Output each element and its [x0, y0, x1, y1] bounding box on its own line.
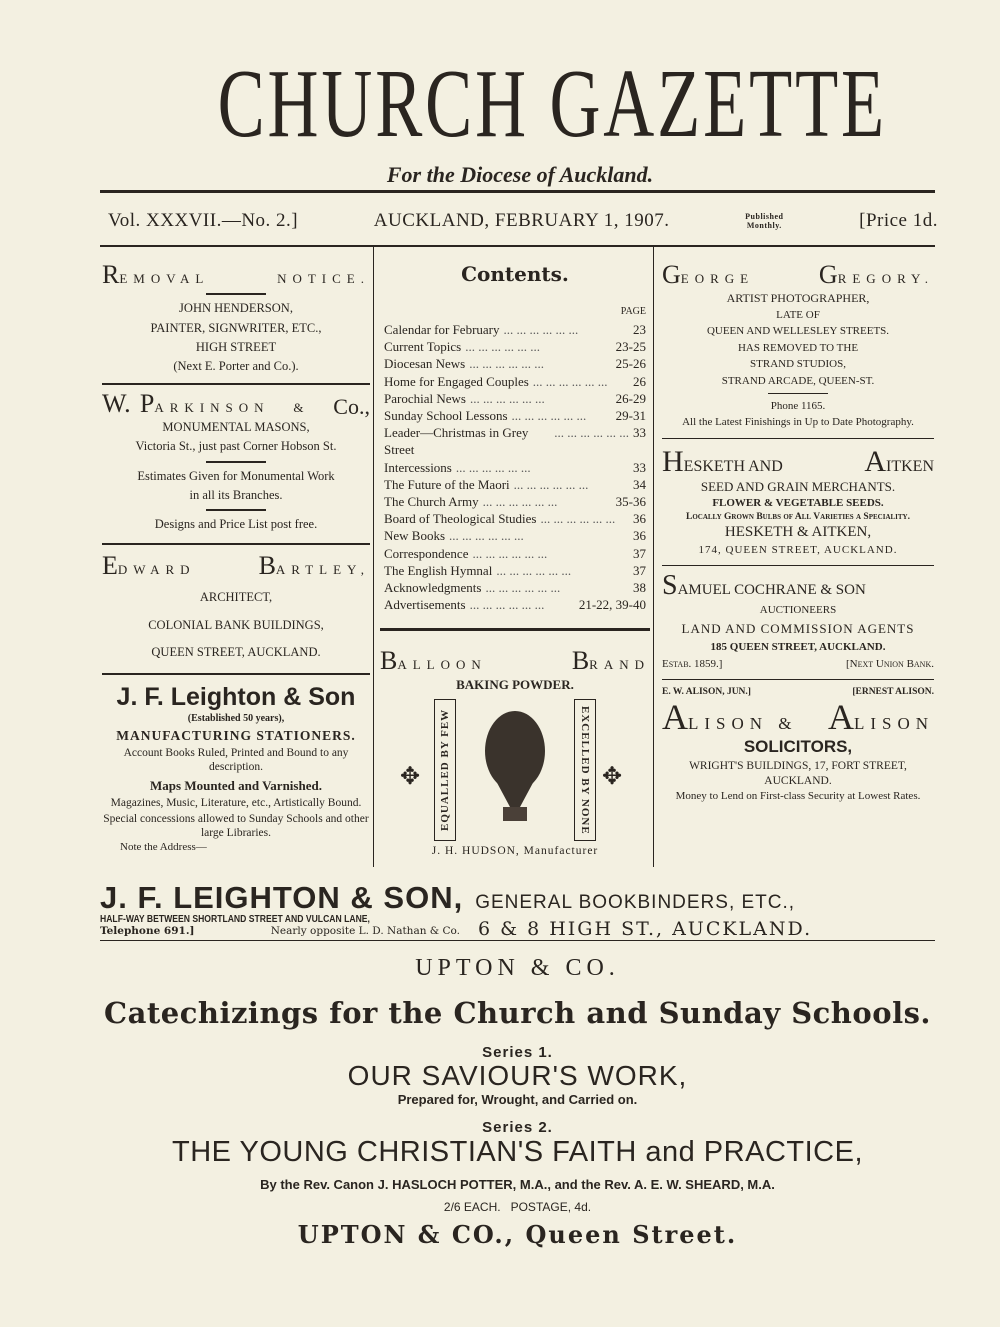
leader-dots: ... ... ... ... ... ... — [496, 562, 572, 578]
contents-list — [384, 321, 646, 613]
contents-item-title: Leader—Christmas in Grey Street — [384, 425, 529, 458]
contents-item-title: Board of Theological Studies — [384, 511, 537, 527]
leader-dots: ... ... ... ... ... ... — [513, 476, 589, 492]
ad-line: Magazines, Music, Literature, etc., Artistically Bound. — [110, 796, 362, 809]
contents-item-page: 35-36 — [615, 494, 646, 510]
contents-item-page: 26 — [633, 373, 646, 389]
contents-item-title: New Books — [384, 528, 446, 544]
contents-item-title: The Church Army — [384, 494, 479, 510]
heading-text: EORGE — [680, 271, 755, 286]
ad-heading — [102, 388, 370, 419]
heading-text: AMUEL COCHRANE & SON — [677, 581, 866, 598]
heading-text: REGORY. — [837, 271, 934, 286]
ad-line: SOLICITORS, — [743, 736, 853, 756]
equalled-by-few: EQUALLED BY FEW — [439, 709, 451, 832]
leader-dots: ... ... ... ... ... ... — [532, 373, 608, 389]
volume: Vol. XXXVII.—No. 2.] — [108, 210, 299, 231]
ad-heading — [662, 262, 934, 289]
cochrane-ad — [662, 569, 934, 674]
ad-line: ARCHITECT, — [199, 590, 273, 605]
drop-cap: B — [258, 550, 276, 580]
heading-text: Co., — [333, 393, 370, 419]
contents-item — [384, 338, 646, 355]
heading-text: LISON & — [688, 714, 798, 734]
parkinson-ad — [102, 388, 370, 535]
heading-text: NOTICE. — [277, 271, 370, 286]
rule — [100, 190, 935, 193]
ad-line: BAKING POWDER. — [456, 677, 574, 693]
drop-cap: E — [102, 550, 118, 580]
vertical-label-box — [434, 699, 456, 841]
contents-item-page: 36 — [633, 511, 646, 527]
contents-item — [384, 493, 646, 510]
ad-line: SEED AND GRAIN MERCHANTS. — [700, 479, 896, 495]
leighton-ad — [102, 681, 370, 854]
drop-cap: R — [102, 260, 120, 289]
heading-text: LISON — [853, 714, 934, 734]
heading-text: EMOVAL — [119, 271, 210, 286]
alison-ad — [662, 686, 934, 802]
contents-item-title: The Future of the Maori — [384, 476, 510, 492]
balloon-brand-ad — [380, 648, 650, 861]
ad-line: MANUFACTURING STATIONERS. — [116, 728, 356, 744]
ad-line: Prepared for, Wrought, and Carried on. — [397, 1091, 638, 1107]
heading-text: ITKEN — [886, 457, 934, 475]
ad-line: Note the Address— — [120, 841, 207, 854]
ad-line: GENERAL BOOKBINDERS, ETC., — [475, 892, 796, 913]
ad-line: 185 QUEEN STREET, AUCKLAND. — [710, 641, 886, 654]
ad-line: STRAND ARCADE, QUEEN-ST. — [721, 374, 875, 387]
leader-dots: ... ... ... ... ... ... — [503, 322, 579, 337]
leader-dots: ... ... ... ... ... ... — [469, 356, 544, 372]
bartley-ad — [102, 550, 370, 667]
ad-line: Estimates Given for Monumental Work — [137, 468, 335, 483]
ad-line: Special concessions allowed to Sunday Schools and other large Libraries. — [103, 813, 369, 840]
ornament-icon: ✥ — [602, 764, 623, 791]
drop-cap: A — [864, 444, 887, 478]
ad-line: JOHN HENDERSON, — [179, 301, 293, 316]
contents-item-title: Diocesan News — [384, 356, 466, 372]
contents-item-page: 23-25 — [615, 339, 646, 355]
heading-text: DWARD — [117, 561, 196, 577]
contents-item — [384, 390, 646, 407]
contents-item-page: 37 — [633, 562, 646, 578]
bookbinders-ad — [100, 880, 940, 940]
ad-line: LAND AND COMMISSION AGENTS — [681, 620, 915, 636]
drop-cap: A — [662, 697, 688, 738]
heading-text: RAND — [589, 657, 650, 672]
contents-item — [384, 545, 646, 562]
contents-item-title: Intercessions — [384, 459, 452, 475]
ad-line: QUEEN AND WELLESLEY STREETS. — [706, 325, 890, 337]
ad-heading — [100, 880, 940, 916]
column-rule — [373, 247, 374, 867]
contents-item — [384, 321, 646, 338]
leader-dots: ... ... ... ... ... ... — [449, 528, 524, 544]
ad-line: ARTIST PHOTOGRAPHER, — [726, 290, 870, 305]
publisher-line: UPTON & CO., Queen Street. — [297, 1220, 738, 1250]
telephone: Telephone 691.] — [100, 924, 195, 937]
partner-name: E. W. ALISON, JUN.] — [662, 687, 751, 698]
ad-line: in all its Branches. — [189, 487, 283, 502]
contents-item-page: 37 — [633, 545, 646, 561]
contents-item — [384, 510, 646, 527]
ad-heading: UPTON & CO. — [415, 955, 620, 981]
leader-dots: ... ... ... ... ... ... — [469, 390, 545, 406]
page-label: PAGE — [620, 306, 646, 317]
contents-item — [384, 373, 646, 390]
rule — [100, 940, 935, 941]
contents-item — [384, 459, 646, 476]
leader-dots: ... ... ... ... ... ... — [469, 597, 545, 613]
upton-ad — [100, 955, 935, 1249]
leader-dots: ... ... ... ... ... ... — [472, 545, 548, 561]
heading-text: ALLOON — [397, 657, 487, 672]
authors: By the Rev. Canon J. HASLOCH POTTER, M.A., and the Rev. A. E. W. SHEARD, M.A. — [260, 1177, 775, 1193]
heading-text: W. — [102, 388, 131, 418]
partner-name: [ERNEST ALISON. — [852, 687, 934, 698]
ad-line: HALF-WAY BETWEEN SHORTLAND STREET AND VULCAN LANE, — [100, 913, 370, 925]
contents-item — [384, 562, 646, 579]
contents-item-title: The English Hymnal — [384, 562, 493, 578]
rule — [100, 245, 935, 247]
ad-line: Money to Lend on First-class Security at Lowest Rates. — [675, 789, 921, 802]
established: Estab. 1859.] — [662, 658, 723, 671]
ornament-icon: ✥ — [400, 764, 421, 791]
masthead-subtitle: For the Diocese of Auckland. — [386, 162, 654, 187]
published-label: Published — [745, 212, 784, 221]
contents-item-page: 25-26 — [615, 356, 646, 372]
address: 6 & 8 HIGH ST., AUCKLAND. — [478, 918, 813, 940]
ad-line: AUCTIONEERS — [759, 603, 837, 616]
gregory-ad — [662, 262, 934, 430]
masthead-title: CHURCH GAZETTE — [217, 50, 888, 158]
contents-item-page: 21-22, 39-40 — [578, 597, 646, 613]
left-column — [102, 262, 370, 854]
leader-dots: ... ... ... ... ... ... — [485, 580, 561, 596]
ad-line: AUCKLAND. — [764, 775, 832, 788]
price: [Price 1d. — [859, 210, 938, 231]
right-column — [662, 262, 934, 802]
drop-cap: H — [662, 444, 684, 478]
ad-line: All the Latest Finishings in Up to Date Photography. — [682, 415, 914, 428]
ad-line: Maps Mounted and Varnished. — [150, 778, 322, 794]
balloon-illustration — [380, 699, 650, 839]
drop-cap: G — [818, 260, 838, 289]
ad-heading — [380, 648, 650, 675]
ad-line: Victoria St., just past Corner Hobson St. — [135, 439, 337, 454]
ad-line: Phone 1165. — [770, 400, 826, 412]
ad-line — [662, 686, 934, 699]
ad-line: LATE OF — [776, 308, 820, 321]
ad-line: Nearly opposite L. D. Nathan & Co. — [270, 924, 460, 937]
heading-text: & — [293, 399, 310, 415]
drop-cap: B — [571, 646, 590, 675]
ad-heading — [662, 569, 934, 602]
ad-line: COLONIAL BANK BUILDINGS, — [148, 617, 324, 632]
contents-item-page: 23 — [633, 322, 646, 337]
ad-name: J. F. LEIGHTON & SON, — [100, 880, 464, 915]
work-title: THE YOUNG CHRISTIAN'S FAITH and PRACTICE, — [171, 1135, 863, 1168]
contents-heading: Contents. — [461, 262, 569, 286]
ad-line: J. H. HUDSON, Manufacturer — [431, 845, 599, 858]
ad-line: WRIGHT'S BUILDINGS, 17, FORT STREET, — [689, 759, 907, 772]
ad-line: QUEEN STREET, AUCKLAND. — [151, 645, 321, 660]
contents-item-page: 36 — [633, 528, 646, 544]
price: 2/6 EACH. POSTAGE, 4d. — [443, 1200, 592, 1215]
contents-item — [384, 527, 646, 544]
ad-line: HIGH STREET — [195, 339, 277, 354]
ad-line: (Next E. Porter and Co.). — [173, 359, 299, 374]
hesketh-ad — [662, 444, 934, 559]
contents-item-page: 33 — [633, 425, 646, 441]
removal-notice-ad — [102, 262, 370, 377]
leader-dots: ... ... ... ... ... ... — [465, 339, 540, 355]
contents-item-page: 38 — [633, 580, 646, 596]
leader-dots: ... ... ... ... ... ... — [554, 425, 629, 441]
contents-item-page: 29-31 — [615, 408, 646, 424]
place-date: AUCKLAND, FEBRUARY 1, 1907. — [373, 210, 670, 231]
ad-heading — [102, 550, 370, 585]
contents-item-page: 26-29 — [615, 390, 646, 406]
contents-item — [384, 355, 646, 372]
drop-cap: B — [380, 646, 398, 675]
contents-item-page: 33 — [633, 459, 646, 475]
leader-dots: ... ... ... ... ... ... — [455, 459, 531, 475]
ad-line: MONUMENTAL MASONS, — [162, 419, 310, 434]
ad-heading — [102, 262, 370, 289]
contents-item — [384, 476, 646, 493]
ad-line: Account Books Ruled, Printed and Bound to any description. — [123, 747, 349, 774]
balloon-icon — [475, 709, 555, 829]
leader-dots: ... ... ... ... ... ... — [540, 511, 616, 527]
contents-item — [384, 579, 646, 596]
contents-item-title: Current Topics — [384, 339, 462, 355]
ad-title: Catechizings for the Church and Sunday Schools. — [103, 996, 932, 1030]
drop-cap: S — [662, 569, 678, 601]
vertical-label-box — [574, 699, 596, 841]
ad-name: J. F. Leighton & Son — [116, 682, 356, 711]
contents-item — [384, 424, 646, 458]
ad-line: FLOWER & VEGETABLE SEEDS. — [712, 497, 884, 510]
ad-line — [662, 656, 934, 673]
drop-cap: G — [662, 260, 681, 289]
ad-line: HAS REMOVED TO THE — [737, 341, 859, 354]
contents-item — [384, 407, 646, 424]
contents-item-title: Correspondence — [384, 545, 469, 561]
ad-line: HESKETH & AITKEN, — [724, 524, 872, 541]
drop-cap: A — [827, 697, 854, 738]
contents-panel — [384, 262, 646, 613]
column-rule — [653, 247, 654, 867]
excelled-by-none: EXCELLED BY NONE — [579, 705, 591, 835]
contents-item-title: Advertisements — [384, 597, 466, 613]
series-label: Series 2. — [482, 1118, 553, 1136]
ad-line: STRAND STUDIOS, — [750, 358, 846, 370]
drop-cap: P — [139, 388, 155, 418]
contents-item-page: 34 — [633, 476, 646, 492]
contents-item-title: Home for Engaged Couples — [384, 373, 529, 389]
issue-line — [108, 210, 938, 232]
leader-dots: ... ... ... ... ... ... — [511, 408, 587, 424]
series-label: Series 1. — [482, 1044, 553, 1061]
heading-text: ESKETH AND — [683, 457, 783, 475]
published-monthly — [745, 212, 783, 230]
ad-line: PAINTER, SIGNWRITER, ETC., — [150, 320, 322, 335]
next-union-bank: [Next Union Bank. — [845, 658, 934, 671]
heading-text: ARTLEY, — [275, 561, 370, 577]
rule — [380, 628, 650, 631]
contents-item-title: Calendar for February — [384, 322, 500, 337]
leader-dots: ... ... ... ... ... ... — [482, 494, 558, 510]
contents-item-title: Acknowledgments — [384, 580, 482, 596]
ad-line: 174, QUEEN STREET, AUCKLAND. — [698, 544, 898, 557]
monthly-label: Monthly. — [746, 221, 782, 230]
ad-line: Locally Grown Bulbs of All Varieties a Speciality. — [686, 511, 910, 522]
heading-text: ARKINSON — [154, 399, 270, 415]
ad-heading — [662, 699, 934, 736]
contents-item — [384, 596, 646, 613]
work-title: OUR SAVIOUR'S WORK, — [347, 1060, 688, 1091]
ad-line: (Established 50 years), — [187, 713, 285, 725]
contents-item-title: Parochial News — [384, 390, 466, 406]
ad-heading — [662, 444, 934, 478]
contents-item-title: Sunday School Lessons — [384, 408, 508, 424]
ad-line: Designs and Price List post free. — [154, 517, 318, 532]
